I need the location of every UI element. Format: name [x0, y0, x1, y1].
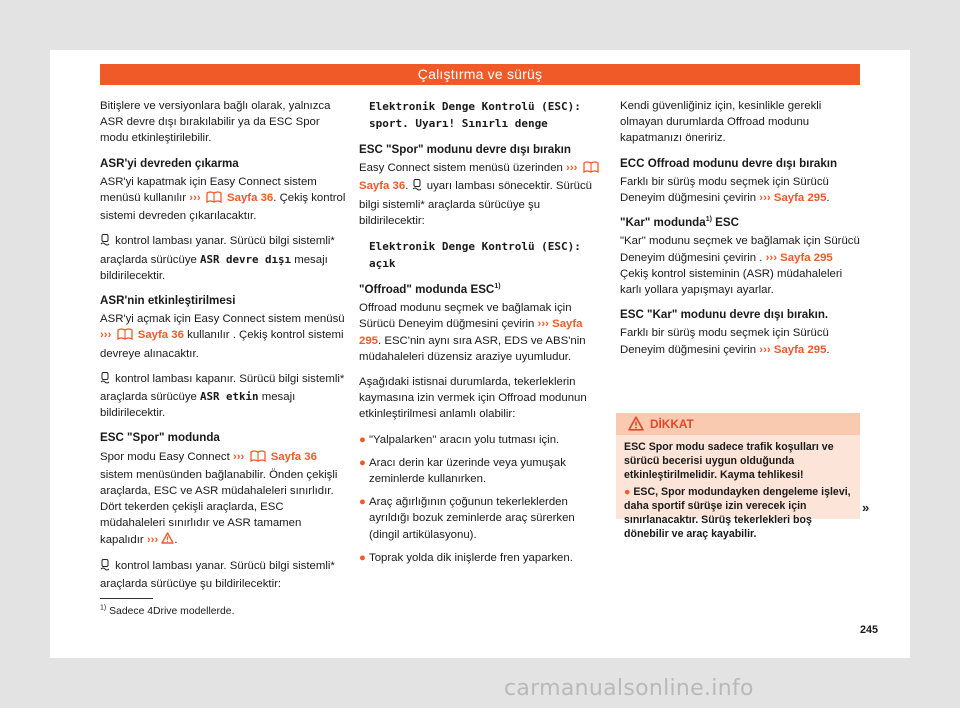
text: uyarı lambası sönecektir. Sürücü bilgi sistemli* araçlarda sürücüye şu bildirilecektir:	[359, 180, 592, 227]
bullet-icon: ●	[624, 485, 631, 498]
text: Farklı bir sürüş modu seçmek için Sürücü Deneyim düğmesini çevirin	[620, 175, 829, 205]
page-link[interactable]: Sayfa 295	[359, 318, 583, 347]
warning-triangle-icon	[628, 416, 644, 438]
bullet-icon: ●	[359, 551, 366, 564]
caution-text: ESC Spor modu sadece trafik koşulları ve sürücü becerisi uygun olduğunda etkinleştirilmelidir. Kayma tehlikesi!	[624, 441, 834, 482]
text: .	[826, 343, 830, 356]
text: sistem menüsünden bağlanabilir. Önden çekişli araçlarda, ESC ve ASR müdahaleleri sınırlıdır. Dört tekerden çekişli araçlarda, ESC müdahaleleri sınırlıdır ve ASR tamamen kapalıdır	[100, 468, 338, 546]
list-item: ● Aracı derin kar üzerinde veya yumuşak zeminlerde kullanırken.	[359, 456, 566, 486]
caution-title: DİKKAT	[650, 417, 694, 431]
page-link[interactable]: Sayfa 295	[780, 251, 833, 264]
list-item: ● Araç ağırlığının çoğunun tekerleklerden ayrıldığı bozuk zeminlerde araç sürerken (dingil artikülasyonu).	[359, 496, 575, 541]
text: ASR'yi kapatmak için Easy Connect sistem menüsü kullanılır	[100, 175, 317, 205]
warning-triangle-icon[interactable]	[161, 532, 174, 549]
column-1	[100, 98, 347, 601]
bullet-icon: ●	[359, 456, 366, 469]
ref-arrow[interactable]: ›››	[765, 251, 777, 264]
text: Spor modu Easy Connect	[100, 450, 233, 463]
page-link[interactable]: Sayfa 295	[773, 192, 827, 205]
text: Farklı bir sürüş modu seçmek için Sürücü Deneyim düğmesini çevirin	[620, 327, 829, 356]
section-heading: "Kar" modunda$^{1)}$ ESC	[620, 216, 740, 230]
column-3	[620, 98, 862, 367]
paragraph	[100, 558, 347, 592]
paragraph	[100, 174, 347, 225]
text: Offroad modunu seçmek ve bağlamak için Sürücü Deneyim düğmesini çevirin	[359, 302, 572, 331]
text: Easy Connect sistem menüsü üzerinden	[359, 162, 567, 175]
book-icon	[206, 191, 222, 208]
bullet-icon: ●	[359, 433, 366, 446]
paragraph	[620, 325, 862, 357]
page-link[interactable]: Sayfa 36	[137, 329, 184, 342]
section-heading: ESC "Kar" modunu devre dışı bırakın.	[620, 308, 829, 322]
traction-warning-lamp-icon	[100, 372, 110, 389]
display-message: ASR etkin	[200, 390, 259, 404]
text: .	[826, 192, 830, 205]
caution-body	[616, 435, 860, 541]
ref-arrow[interactable]: ›››	[759, 343, 771, 356]
column-2	[359, 98, 605, 573]
caution-text: ● ESC, Spor modundayken dengeleme işlevi, daha sportif sürüşe izin verecek için sınırlanacaktır. Sürüş tekerlekleri boş dönebilir ve araç kayabilir.	[624, 485, 851, 541]
page-title: Çalıştırma ve sürüş	[100, 64, 860, 85]
ref-arrow[interactable]: ›››	[232, 450, 245, 463]
display-message: ASR devre dışı	[200, 252, 292, 266]
page-link[interactable]: Sayfa 36	[227, 192, 274, 205]
paragraph	[100, 371, 347, 422]
footnote	[100, 606, 234, 617]
caution-header	[616, 413, 860, 435]
text: .	[174, 533, 178, 546]
paragraph: Kendi güvenliğiniz için, kesinlikle gerekli olmayan durumlarda Offroad modunu kapatmanızı öneririz.	[620, 100, 822, 145]
continue-arrow-icon: »	[862, 500, 870, 515]
text: kontrol lambası kapanır. Sürücü bilgi sistemli* araçlarda sürücüye	[100, 372, 345, 404]
text: kullanılır . Çekiş kontrol sistemi devreye alınacaktır.	[100, 329, 344, 360]
page-link[interactable]: Sayfa 36	[270, 450, 317, 463]
ref-arrow[interactable]: ›››	[537, 318, 549, 331]
text: mesajı bildirilecektir.	[100, 391, 296, 420]
list-item: ● "Yalpalarken" aracın yolu tutması için.	[359, 432, 605, 448]
paragraph: Aşağıdaki istisnai durumlarda, tekerleklerin kaymasına izin vermek için Offroad modunun etkinleştirilmesi anlamlı olabilir:	[359, 376, 587, 421]
section-heading: ESC "Spor" modunu devre dışı bırakın	[359, 143, 571, 156]
paragraph	[620, 233, 862, 298]
traction-warning-lamp-icon	[100, 234, 110, 251]
book-icon	[250, 450, 266, 467]
text: kontrol lambası yanar. Sürücü bilgi sistemli* araçlarda sürücüye	[100, 235, 335, 266]
ref-arrow[interactable]: ›››	[146, 533, 159, 546]
watermark: carmanualsonline.info	[504, 676, 754, 701]
text: . ESC'nin aynı sıra ASR, EDS ve ABS'nin müdahaleleri düzensiz araziye uyumludur.	[359, 334, 586, 363]
ref-arrow[interactable]: ›››	[100, 329, 112, 342]
page-link[interactable]: Sayfa 36	[359, 180, 406, 193]
footnote-ref[interactable]: 1)	[494, 283, 501, 291]
book-icon	[117, 328, 133, 345]
display-message: Elektronik Denge Kontrolü (ESC): açık	[369, 240, 581, 271]
footnote-divider	[100, 598, 153, 599]
text: mesajı bildirilecektir.	[100, 253, 328, 282]
ref-arrow[interactable]: ›››	[759, 192, 771, 205]
list-item: ● Toprak yolda dik inişlerde fren yaparken.	[359, 550, 605, 566]
page-number: 245	[860, 624, 879, 636]
traction-warning-lamp-icon	[412, 179, 422, 196]
paragraph	[100, 449, 347, 549]
book-icon	[583, 161, 599, 178]
bullet-icon: ●	[359, 496, 366, 509]
text: "Kar" modunu seçmek ve bağlamak için Sürücü Deneyim düğmesini çevirin .	[620, 235, 860, 264]
text: kontrol lambası yanar. Sürücü bilgi sistemli* araçlarda sürücüye şu bildirilecektir:	[100, 559, 335, 591]
paragraph	[100, 311, 347, 362]
text: ASR'yi açmak için Easy Connect sistem menüsü	[100, 313, 345, 326]
paragraph	[359, 300, 605, 365]
paragraph	[359, 160, 605, 229]
section-heading: "Offroad" modunda ESC$^{1)}$	[359, 283, 501, 297]
traction-warning-lamp-icon	[100, 559, 110, 576]
text: . Çekiş kontrol sistemi devreden çıkarılacaktır.	[100, 192, 346, 223]
text: Çekiş kontrol sisteminin (ASR) müdahaleleri karlı yollara yapışmayı ayarlar.	[620, 267, 843, 297]
section-heading: ASR'yi devreden çıkarma	[100, 156, 239, 170]
intro-paragraph: Bitişlere ve versiyonlara bağlı olarak, yalnızca ASR devre dışı bırakılabilir ya da ESC Spor modu etkinleştirilebilir.	[100, 100, 331, 145]
section-heading: ASR'nin etkinleştirilmesi	[100, 294, 236, 308]
display-message: Elektronik Denge Kontrolü (ESC): sport. Uyarı! Sınırlı denge	[369, 100, 581, 130]
paragraph	[620, 174, 862, 206]
text: .	[405, 180, 412, 193]
paragraph	[100, 233, 347, 284]
page-link[interactable]: Sayfa 295	[773, 343, 827, 356]
section-heading: ESC "Spor" modunda	[100, 431, 220, 445]
footnote-ref[interactable]: 1)	[705, 216, 712, 224]
ref-arrow[interactable]: ›››	[566, 162, 578, 175]
caution-box	[616, 413, 860, 541]
footnote-text: Sadece 4Drive modellerde.	[109, 606, 235, 617]
footnote-mark: 1)	[100, 604, 107, 612]
section-heading: ECC Offroad modunu devre dışı bırakın	[620, 156, 838, 170]
ref-arrow[interactable]: ›››	[189, 192, 201, 205]
